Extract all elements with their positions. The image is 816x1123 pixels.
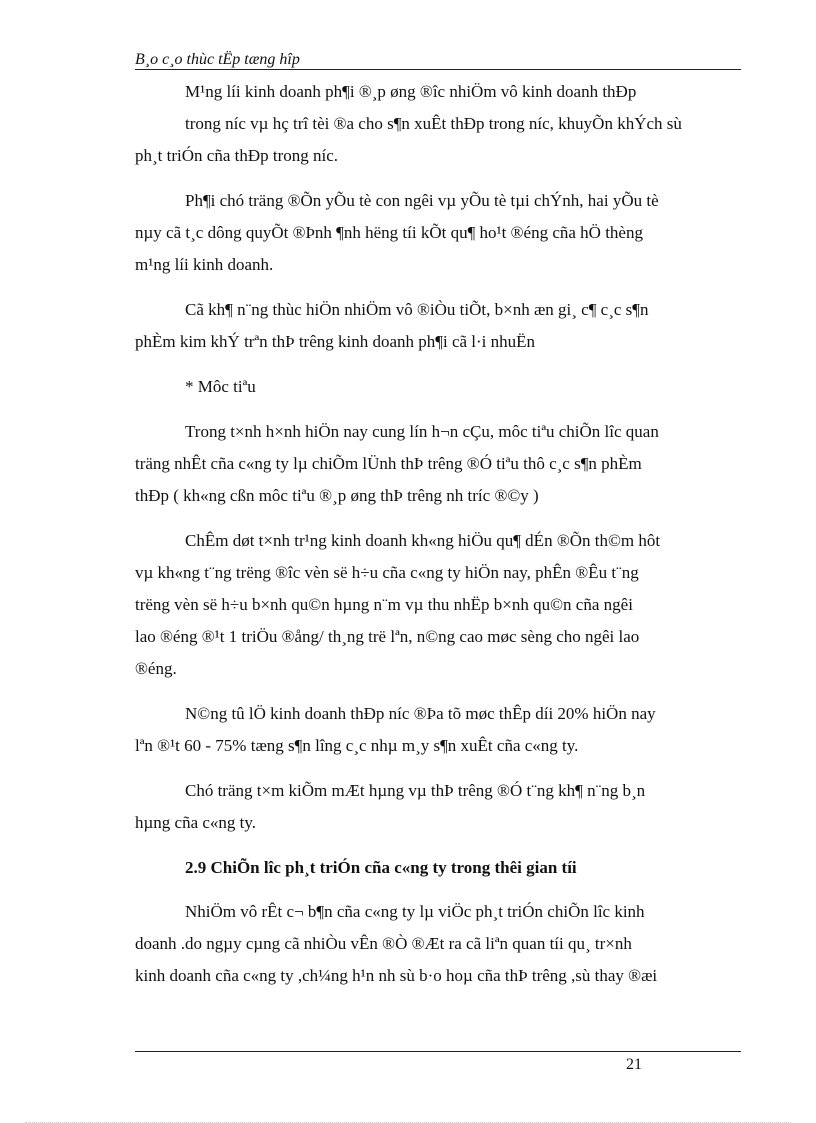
text-line: ChÊm døt t×nh tr¹ng kinh doanh kh«ng hiÖu qu¶ dÉn ®Õn th©m hôt [185,531,661,550]
document-body [135,76,741,1005]
paragraph-network [135,76,741,172]
text-line: kinh doanh cña c«ng ty ,ch¼ng h¹n nh sù b·o hoµ cña thÞ trêng ,sù thay ®æi [135,966,658,985]
report-header: B¸o c¸o thùc tËp tæng hîp [135,51,300,68]
text-line: M¹ng líi kinh doanh ph¶i ®¸p øng ®îc nhiÖm vô kinh doanh thÐp [185,82,637,101]
footer-divider [135,1051,741,1052]
text-line: * Môc tiªu [185,377,256,396]
text-line: hµng cña c«ng ty. [135,813,257,832]
section-heading: 2.9 ChiÕn lîc ph¸t triÓn cña c«ng ty trong thêi gian tíi [185,858,577,877]
paragraph-sales-capacity [135,775,741,839]
header-divider [135,69,741,70]
text-line: lªn ®¹t 60 - 75% tæng s¶n lîng c¸c nhµ m¸y s¶n xuÊt cña c«ng ty. [135,736,579,755]
paragraph-people-finance [135,185,741,281]
paragraph-market-goal [135,416,741,512]
paragraph-growth-goal [135,525,741,685]
text-line: NhiÖm vô rÊt c¬ b¶n cña c«ng ty lµ viÖc ph¸t triÓn chiÕn lîc kinh [185,902,645,921]
text-line: Cã kh¶ n¨ng thùc hiÖn nhiÖm vô ®iÒu tiÕt, b×nh æn gi¸ c¶ c¸c s¶n [185,300,649,319]
text-line: thÐp ( kh«ng cßn môc tiªu ®¸p øng thÞ trêng nh tríc ®©y ) [135,486,539,505]
text-line: Trong t×nh h×nh hiÖn nay cung lín h¬n cÇu, môc tiªu chiÕn lîc quan [185,422,659,441]
paragraph-objectives-label [135,371,741,403]
text-line: ®éng. [135,659,177,678]
paragraph-strategy [135,896,741,992]
text-line: phÈm kim khÝ trªn thÞ trêng kinh doanh ph¶i cã l·i nhuËn [135,332,536,351]
text-line: Ph¶i chó träng ®Õn yÕu tè con ngêi vµ yÕu tè tµi chÝnh, hai yÕu tè [185,191,659,210]
text-line: N©ng tû lÖ kinh doanh thÐp níc ®Þa tõ møc thÊp díi 20% hiÖn nay [185,704,656,723]
text-line: m¹ng líi kinh doanh. [135,255,274,274]
text-line: Chó träng t×m kiÕm mÆt hµng vµ thÞ trêng ®Ó t¨ng kh¶ n¨ng b¸n [185,781,646,800]
text-line: doanh .do ngµy cµng cã nhiÒu vÊn ®Ò ®Æt ra cã liªn quan tíi qu¸ tr×nh [135,934,632,953]
text-line: träng nhÊt cña c«ng ty lµ chiÕm lÜnh thÞ trêng ®Ó tiªu thô c¸c s¶n phÈm [135,454,642,473]
text-line: nµy cã t¸c dông quyÕt ®Þnh ¶nh hëng tíi kÕt qu¶ ho¹t ®éng cña hÖ thèng [135,223,643,242]
paragraph-domestic-ratio [135,698,741,762]
text-line: trong níc vµ hç trî tèi ®a cho s¶n xuÊt thÐp trong níc, khuyÕn khÝch sù [185,114,682,133]
paragraph-price-stability [135,294,741,358]
text-line: trëng vèn së h÷u b×nh qu©n hµng n¨m vµ thu nhËp b×nh qu©n cña ngêi [135,595,633,614]
text-line: lao ®éng ®¹t 1 triÖu ®ång/ th¸ng trë lªn, n©ng cao møc sèng cho ngêi lao [135,627,640,646]
text-line: vµ kh«ng t¨ng trëng ®îc vèn së h÷u cña c«ng ty hiÖn nay, phÊn ®Êu t¨ng [135,563,639,582]
text-line: ph¸t triÓn cña thÐp trong níc. [135,146,339,165]
page-number: 21 [626,1056,642,1073]
